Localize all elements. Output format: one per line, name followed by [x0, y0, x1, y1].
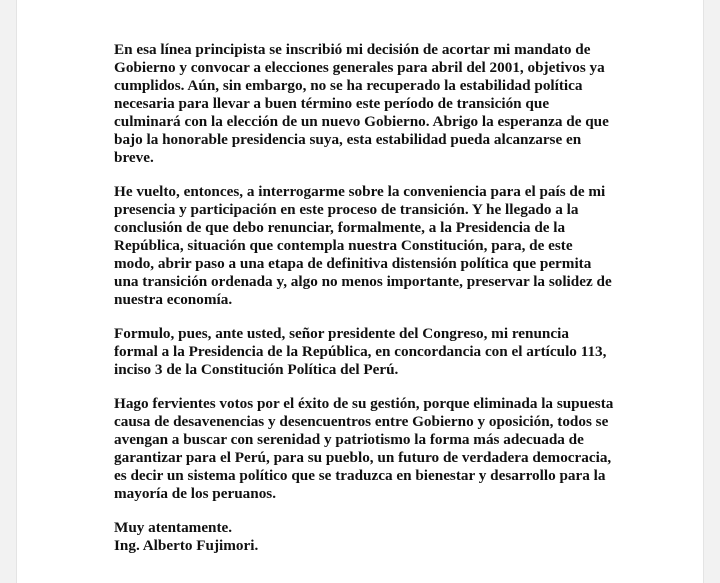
closing-salutation: Muy atentamente. — [114, 519, 233, 536]
paragraph-4: Hago fervientes votos por el éxito de su gestión, porque eliminada la supuesta causa de desavenencias y desencuentros entre Gobierno y oposición, todos se avengan a buscar con serenidad y patriotismo la forma más adecuada de garantizar para el Perú, para su pueblo, un futuro de verdadera democracia, es decir un sistema político que se traduzca en bienestar y desarrollo para la mayoría de los peruanos. — [114, 395, 614, 502]
letter-body — [114, 41, 614, 571]
signature: Ing. Alberto Fujimori. — [114, 537, 259, 554]
paragraph-3: Formulo, pues, ante usted, señor presidente del Congreso, mi renuncia formal a la Presidencia de la República, en concordancia con el artículo 113, inciso 3 de la Constitución Política del Perú. — [114, 325, 607, 378]
closing-block — [114, 519, 614, 555]
document-page — [16, 0, 704, 583]
paragraph-2: He vuelto, entonces, a interrogarme sobre la conveniencia para el país de mi presencia y participación en este proceso de transición. Y he llegado a la conclusión de que debo renunciar, formalmente, a la Presidencia de la República, situación que contempla nuestra Constitución, para, de este modo, abrir paso a una etapa de definitiva distensión política que permita una transición ordenada y, algo no menos importante, preservar la solidez de nuestra economía. — [114, 183, 612, 308]
paragraph-1: En esa línea principista se inscribió mi decisión de acortar mi mandato de Gobierno y convocar a elecciones generales para abril del 2001, objetivos ya cumplidos. Aún, sin embargo, no se ha recuperado la estabilidad política necesaria para llevar a buen término este período de transición que culminará con la elección de un nuevo Gobierno. Abrigo la esperanza de que bajo la honorable presidencia suya, esta estabilidad pueda alcanzarse en breve. — [114, 41, 609, 166]
right-edge — [704, 0, 720, 583]
